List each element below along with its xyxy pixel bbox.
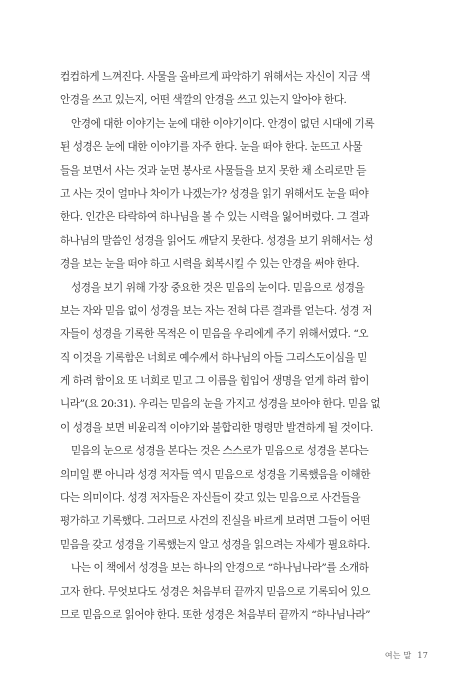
text-line: 한다. 인간은 타락하여 하나님을 볼 수 있는 시력을 잃어버렸다. 그 결과 bbox=[60, 211, 369, 224]
running-section-title: 여는 말 bbox=[384, 651, 412, 660]
text-line: 평가하고 기록했다. 그러므로 사건의 진실을 바르게 보려면 그들이 어떤 bbox=[60, 515, 370, 528]
text-line: 나는 이 책에서 성경을 보는 하나의 안경으로 “하나님나라”를 소개하 bbox=[71, 562, 369, 575]
text-line: 된 성경은 눈에 대한 이야기를 자주 한다. 눈을 떠야 한다. 눈뜨고 사물 bbox=[60, 141, 363, 154]
text-line: 의미일 뿐 아니라 성경 저자들 역시 믿음으로 성경을 기록했음을 이해한 bbox=[60, 468, 370, 481]
text-line: 고자 한다. 무엇보다도 성경은 처음부터 끝까지 믿음으로 기록되어 있으 bbox=[60, 585, 370, 598]
text-line: 므로 믿음으로 읽어야 한다. 또한 성경은 처음부터 끝까지 “하나님나라” bbox=[60, 608, 371, 621]
text-line: 니라”(요 20:31). 우리는 믿음의 눈을 가지고 성경을 보아야 한다. 믿음 없 bbox=[60, 398, 381, 411]
text-line: 직 이것을 기록함은 너희로 예수께서 하나님의 아들 그리스도이심을 믿 bbox=[60, 351, 368, 364]
text-line: 고 사는 것이 얼마나 차이가 나겠는가? 성경을 읽기 위해서도 눈을 떠야 bbox=[60, 187, 369, 200]
text-line: 게 하려 함이요 또 너희로 믿고 그 이름을 힘입어 생명을 얻게 하려 함이 bbox=[60, 375, 369, 388]
text-line: 들을 보면서 사는 것과 눈먼 봉사로 사물들을 보지 못한 채 소리로만 듣 bbox=[60, 164, 367, 177]
text-line: 안경을 쓰고 있는지, 어떤 색깔의 안경을 쓰고 있는지 알아야 한다. bbox=[60, 94, 347, 107]
page-footer bbox=[385, 650, 428, 661]
text-line: 성경을 보기 위해 가장 중요한 것은 믿음의 눈이다. 믿음으로 성경을 bbox=[71, 281, 365, 294]
text-line: 이 성경을 보면 비윤리적 이야기와 불합리한 명령만 발견하게 될 것이다. bbox=[60, 421, 373, 434]
text-line: 믿음을 갖고 성경을 기록했는지 알고 성경을 읽으려는 자세가 필요하다. bbox=[60, 538, 370, 551]
text-line: 경을 보는 눈을 떠야 하고 시력을 회복시킬 수 있는 안경을 써야 한다. bbox=[60, 258, 360, 271]
text-line: 다는 의미이다. 성경 저자들은 자신들이 갖고 있는 믿음으로 사건들을 bbox=[60, 492, 361, 505]
text-line: 안경에 대한 이야기는 눈에 대한 이야기이다. 안경이 없던 시대에 기록 bbox=[71, 117, 375, 130]
text-line: 보는 자와 믿음 없이 성경을 보는 자는 전혀 다른 결과를 얻는다. 성경 저 bbox=[60, 304, 372, 317]
page-number: 17 bbox=[417, 651, 428, 660]
text-line: 컴컴하게 느껴진다. 사물을 올바르게 파악하기 위해서는 자신이 지금 색 bbox=[60, 71, 370, 83]
text-line: 믿음의 눈으로 성경을 본다는 것은 스스로가 믿음으로 성경을 본다는 bbox=[71, 445, 369, 458]
text-line: 자들이 성경을 기록한 목적은 이 믿음을 우리에게 주기 위해서였다. “오 bbox=[60, 328, 369, 341]
body-text bbox=[60, 66, 420, 627]
text-line: 하나님의 말씀인 성경을 읽어도 깨닫지 못한다. 성경을 보기 위해서는 성 bbox=[60, 234, 373, 247]
